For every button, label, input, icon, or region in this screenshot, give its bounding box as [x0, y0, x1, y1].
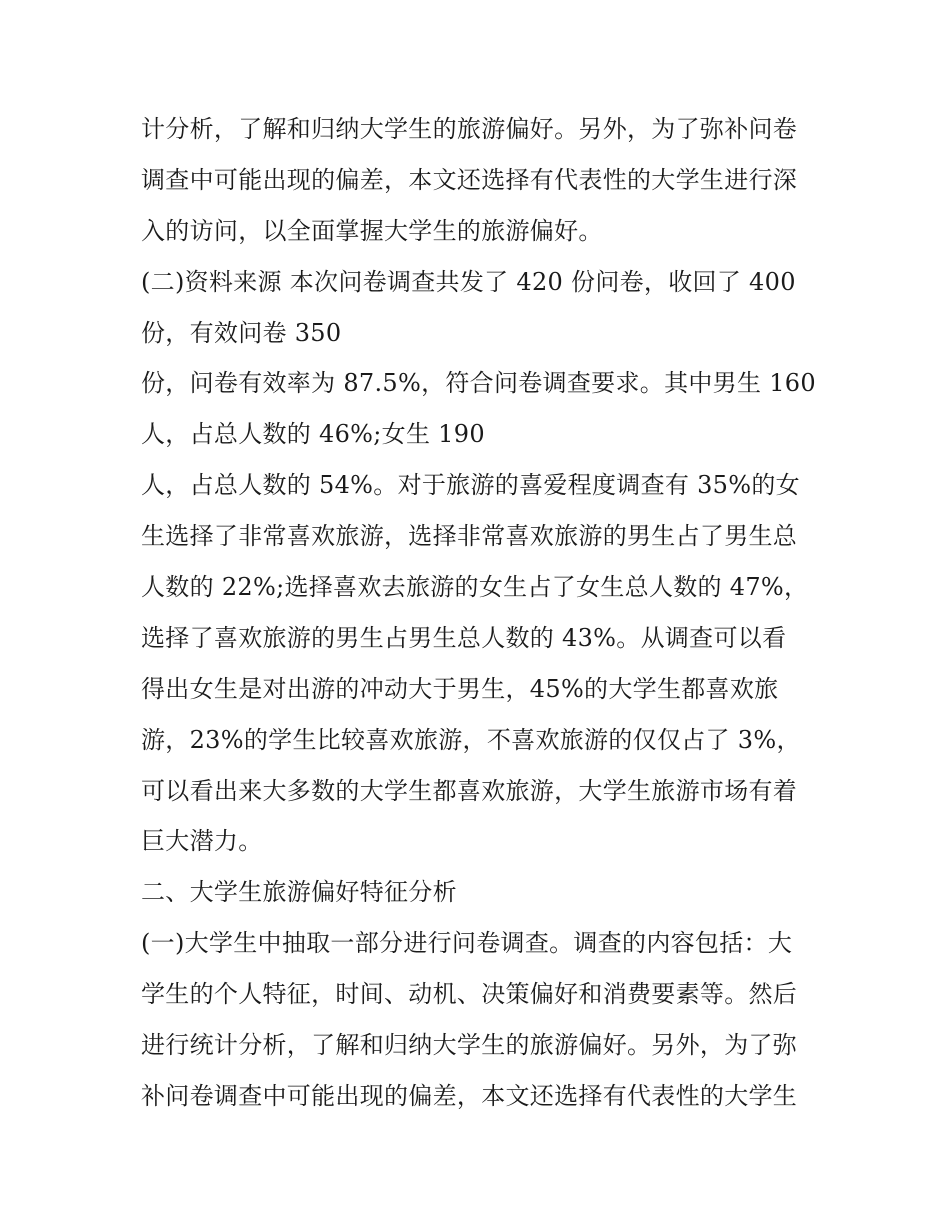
text-line: 巨大潜力。	[141, 827, 263, 856]
text-line: 调查中可能出现的偏差，本文还选择有代表性的大学生进行深	[141, 165, 798, 194]
text-line: (一)大学生中抽取一部分进行问卷调查。调查的内容包括：大	[141, 929, 793, 958]
text-line: 学生的个人特征，时间、动机、决策偏好和消费要素等。然后	[141, 980, 798, 1009]
text-line: 份，有效问卷 350	[141, 318, 342, 347]
text-line: 补问卷调查中可能出现的偏差，本文还选择有代表性的大学生	[141, 1081, 798, 1110]
text-line: 份，问卷有效率为 87.5%，符合问卷调查要求。其中男生 160	[141, 369, 816, 398]
text-line: 人，占总人数的 46%;女生 190	[141, 420, 485, 449]
text-line: 人，占总人数的 54%。对于旅游的喜爱程度调查有 35%的女	[141, 471, 800, 500]
text-line: 人数的 22%;选择喜欢去旅游的女生占了女生总人数的 47%，	[141, 573, 809, 602]
text-line: (二)资料来源 本次问卷调查共发了 420 份问卷，收回了 400	[141, 267, 796, 296]
document-body	[141, 104, 821, 1122]
text-line: 计分析，了解和归纳大学生的旅游偏好。另外，为了弥补问卷	[141, 115, 798, 143]
text-line: 入的访问，以全面掌握大学生的旅游偏好。	[141, 216, 603, 245]
text-line: 得出女生是对出游的冲动大于男生，45%的大学生都喜欢旅	[141, 674, 779, 703]
text-line: 生选择了非常喜欢旅游，选择非常喜欢旅游的男生占了男生总	[141, 522, 798, 551]
text-line: 进行统计分析，了解和归纳大学生的旅游偏好。另外，为了弥	[141, 1031, 798, 1060]
text-line: 游，23%的学生比较喜欢旅游，不喜欢旅游的仅仅占了 3%，	[141, 725, 801, 754]
text-line: 选择了喜欢旅游的男生占男生总人数的 43%。从调查可以看	[141, 623, 787, 652]
text-line: 可以看出来大多数的大学生都喜欢旅游，大学生旅游市场有着	[141, 776, 798, 805]
section-heading: 二、大学生旅游偏好特征分析	[141, 878, 457, 907]
